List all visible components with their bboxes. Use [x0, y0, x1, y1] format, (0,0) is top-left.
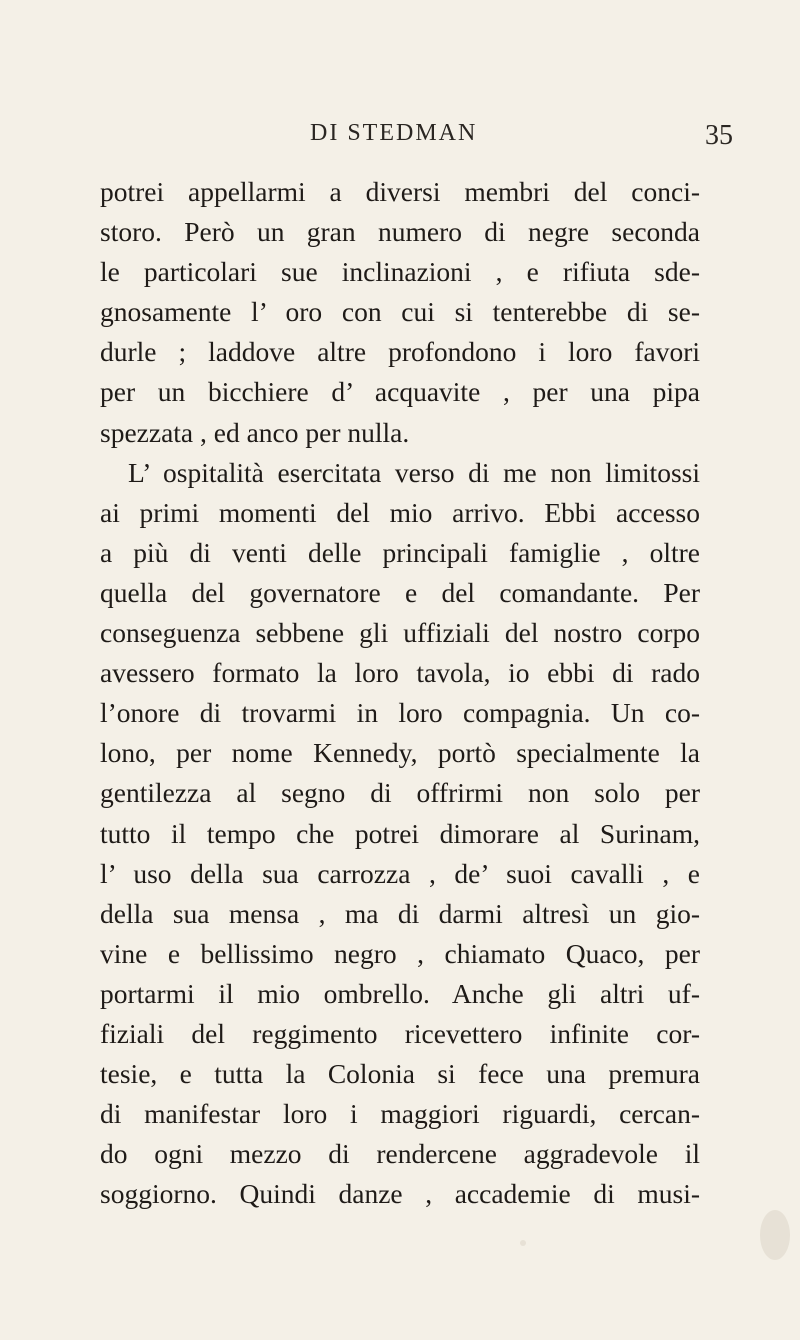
- text-line: ai primi momenti del mio arrivo. Ebbi accesso: [100, 496, 700, 528]
- paper-stain: [520, 1240, 526, 1246]
- text-line: fiziali del reggimento ricevettero infinite cor-: [100, 1017, 700, 1049]
- text-line: a più di venti delle principali famiglie , oltre: [100, 536, 700, 568]
- text-line: storo. Però un gran numero di negre seconda: [100, 216, 700, 248]
- text-line: l’ uso della sua carrozza , de’ suoi cavalli , e: [100, 857, 700, 889]
- text-line: durle ; laddove altre profondono i loro favori: [100, 336, 700, 368]
- text-line: portarmi il mio ombrello. Anche gli altri uf-: [100, 977, 700, 1009]
- text-line: avessero formato la loro tavola, io ebbi di rado: [100, 657, 700, 689]
- text-line: della sua mensa , ma di darmi altresì un gio-: [100, 897, 700, 929]
- body-text: [100, 172, 700, 1214]
- text-line: soggiorno. Quindi danze , accademie di musi-: [100, 1178, 700, 1210]
- text-line: l’onore di trovarmi in loro compagnia. Un co-: [100, 697, 700, 729]
- running-title: DI STEDMAN: [310, 120, 478, 146]
- text-line: lono, per nome Kennedy, portò specialmente la: [100, 737, 700, 769]
- text-line: tesie, e tutta la Colonia si fece una premura: [100, 1058, 700, 1090]
- text-line: spezzata , ed anco per nulla.: [100, 416, 410, 448]
- text-line: gnosamente l’ oro con cui si tenterebbe di se-: [100, 296, 700, 328]
- text-line: do ogni mezzo di rendercene aggradevole il: [100, 1138, 700, 1170]
- page-number: 35: [705, 120, 733, 151]
- text-line: conseguenza sebbene gli uffiziali del nostro corpo: [100, 617, 700, 649]
- text-line: L’ ospitalità esercitata verso di me non limitossi: [128, 456, 700, 488]
- running-head: [0, 120, 800, 160]
- text-line: quella del governatore e del comandante. Per: [100, 576, 700, 608]
- text-line: per un bicchiere d’ acquavite , per una pipa: [100, 376, 700, 408]
- text-line: vine e bellissimo negro , chiamato Quaco, per: [100, 937, 700, 969]
- paper-stain: [760, 1210, 790, 1260]
- text-line: le particolari sue inclinazioni , e rifiuta sde-: [100, 256, 700, 288]
- text-line: di manifestar loro i maggiori riguardi, cercan-: [100, 1098, 700, 1130]
- text-line: tutto il tempo che potrei dimorare al Surinam,: [100, 817, 700, 849]
- text-line: gentilezza al segno di offrirmi non solo per: [100, 777, 700, 809]
- text-line: potrei appellarmi a diversi membri del conci-: [100, 176, 700, 207]
